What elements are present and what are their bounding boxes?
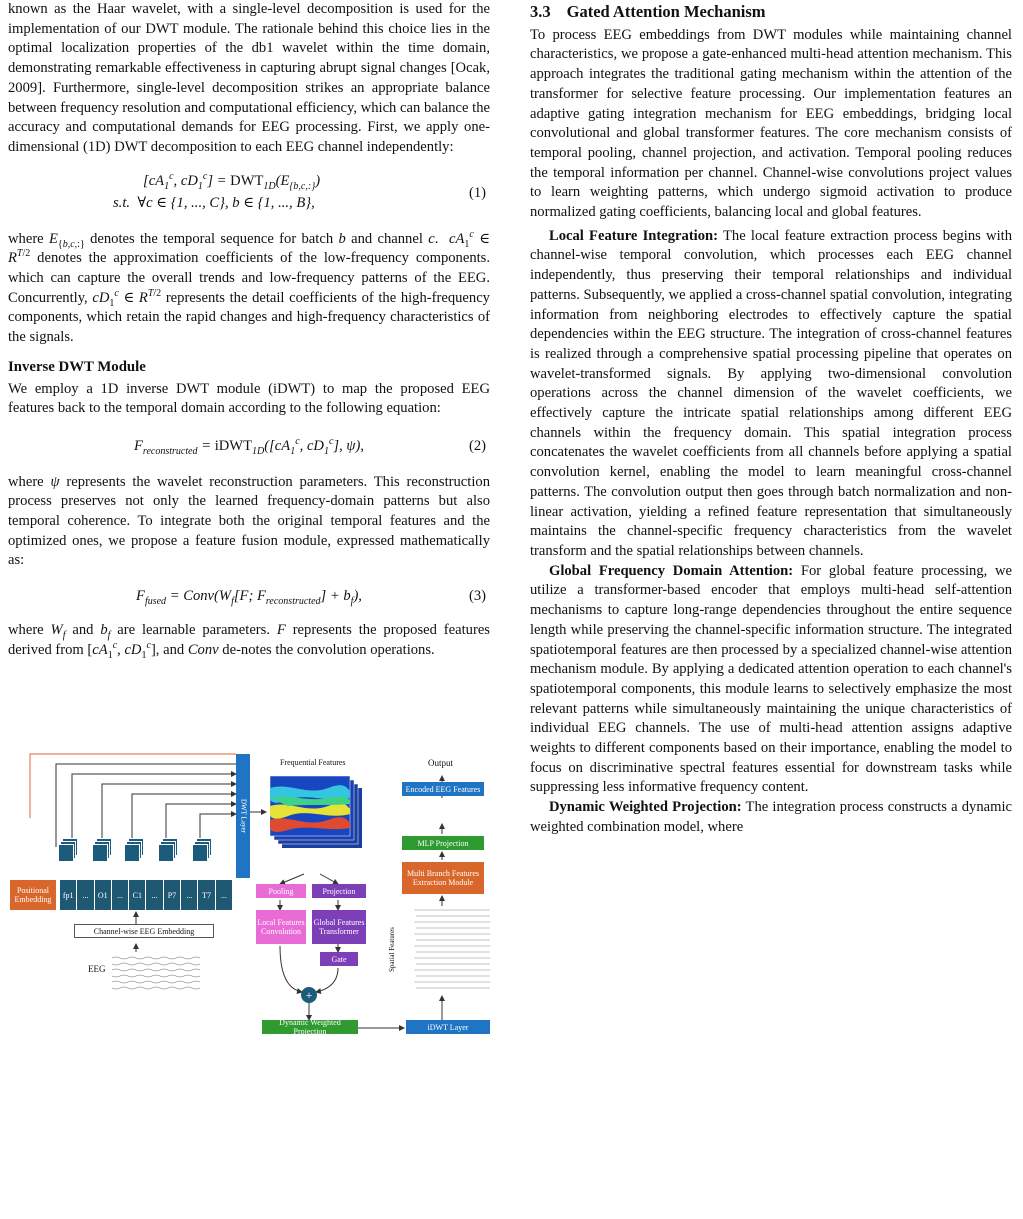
pooling-box: Pooling <box>256 884 306 898</box>
mlp-projection-box: MLP Projection <box>402 836 484 850</box>
token: ... <box>216 880 232 910</box>
token: ... <box>77 880 94 910</box>
idwt-layer-box: iDWT Layer <box>406 1020 490 1034</box>
output-label: Output <box>428 758 454 768</box>
dwt-layer-box: DWT Layer <box>236 754 250 878</box>
after-eq2-paragraph: where ψ represents the wavelet reconstruction parameters. This reconstruction process preserves not only the learned frequency-domain patterns but also temporal coherence. To integrate both the original temporal features and the optimized ones, we propose a feature fusion module, expressed mathematically as: <box>8 473 490 569</box>
token: ... <box>146 880 163 910</box>
frequential-features-label: Frequential Features <box>280 758 346 767</box>
token: ... <box>181 880 198 910</box>
token: O1 <box>95 880 112 910</box>
equation-3: $F_{fused}$ = $Conv(W_f[F$; $F_{reconstructed}] + b_f$), (3) <box>136 588 486 608</box>
gate-box: Gate <box>320 952 358 966</box>
frequential-features-heatmap <box>270 776 362 848</box>
eeg-signal-lines <box>112 957 200 989</box>
feature-stack <box>158 838 176 860</box>
token: ... <box>112 880 129 910</box>
feature-stack <box>124 838 142 860</box>
token: T7 <box>198 880 215 910</box>
projection-box: Projection <box>312 884 366 898</box>
equation-3-number: (3) <box>468 588 486 605</box>
equation-1: [$cA_1^c$, $cD_1^c] = DWT_{1D}(E_{\{b,c,:\}})$ s.t. ∀c ∈ {1, ..., C}, b ∈ {1, ..., B}, (1) <box>113 170 486 211</box>
multi-branch-module-box: Multi Branch Features Extraction Module <box>402 862 484 894</box>
dynamic-weighted-projection-box: Dynamic Weighted Projection <box>262 1020 358 1034</box>
token: P7 <box>164 880 181 910</box>
section-heading: 3.3 Gated Attention Mechanism <box>530 2 766 21</box>
equation-2: $F_{reconstructed}$ = $iDWT_{1D}([cA_1^c$, $cD_1^c$], ψ), (2) <box>134 436 486 457</box>
inverse-dwt-heading: Inverse DWT Module <box>8 358 146 375</box>
spatial-features-lines <box>414 910 490 988</box>
global-attention-paragraph: Global Frequency Domain Attention: For global feature processing, we utilize a transformer-based encoder that employs multi-head self-attention mechanisms to capture long-range dependencies throughout the entire sequence length while preserving the channel-specific information structure. The integrated spatiotemporal features are then processed by a specialized channel-wise attention mechanism module. By applying a dedicated attention operation to each channel's spatiotemporal components, this module learns to selectively emphasize the most relevant patterns while simultaneously maintaining the unique characteristics of individual EEG channels. The use of multi-head attention assigns adaptive weights to different components based on their importance, enabling the model to focus on discriminative spectral features essential for downstream tasks while suppressing less informative frequency content. <box>530 562 1012 796</box>
after-eq1-paragraph: where $E_{\{b,c,:\}}$ denotes the temporal sequence for batch b and channel c. $cA_1^c$ ∈ $R^{T/2}$ denotes the approximation coefficients of the low-frequency components. which can capture the overall trends and low-frequency patterns of the EEG. Concurrently, $cD_1^c$ ∈ $R^{T/2}$ represents the detail coefficients of the high-frequency components, which retain the rapid changes and high-frequency characteristics of the signals. <box>8 228 491 346</box>
global-features-transformer-box: Global Features Transformer <box>312 910 366 944</box>
local-features-convolution-box: Local Features Convolution <box>256 910 306 944</box>
equation-1-number: (1) <box>468 184 486 201</box>
left-column <box>8 0 490 660</box>
channel-embedding-box: Channel-wise EEG Embedding <box>74 924 214 938</box>
after-eq3-paragraph: where $W_f$ and $b_f$ are learnable parameters. F represents the proposed features derived from [$cA_1^c$, $cD_1^c$], and Conv de-notes the convolution operations. <box>8 621 490 661</box>
eeg-label: EEG <box>88 964 106 974</box>
positional-embedding-box: Positional Embedding <box>10 880 56 910</box>
encoded-eeg-features-box: Encoded EEG Features <box>402 782 484 796</box>
right-column <box>530 0 1012 838</box>
feature-stack <box>92 838 110 860</box>
equation-2-number: (2) <box>468 437 486 454</box>
intro-paragraph: known as the Haar wavelet, with a single-level decomposition is used for the implementation of our DWT module. The rationale behind this choice lies in the optimal localization properties of the db1 wavelet within the time domain, demonstrating remarkable effectiveness in capturing abrupt signal changes [Ocak, 2009]. Furthermore, single-level decomposition strikes an appropriate balance between frequency resolution and computational efficiency, which can balance the accuracy and computational demands for EEG processing. First, we apply one-dimensional (1D) DWT decomposition to each EEG channel independently: <box>8 1 490 155</box>
architecture-figure <box>8 752 490 1192</box>
token: C1 <box>129 880 146 910</box>
feature-stack <box>58 838 76 860</box>
dynamic-projection-paragraph: Dynamic Weighted Projection: The integration process constructs a dynamic weighted combination model, where <box>530 799 1012 835</box>
token-row <box>60 880 232 910</box>
spatial-features-label: Spatial Features <box>388 927 396 972</box>
section-intro-paragraph: To process EEG embeddings from DWT modules while maintaining channel characteristics, we propose a gate-enhanced multi-head attention mechanism. This approach integrates the traditional gating mechanism within the attention of the transformer for selective feature processing. Our implementation features an adaptive gating integration mechanism for EEG embeddings, bridging local convolutional and global transformer features. The core mechanism consists of temporal pooling, channel projection, and activation. Temporal pooling reduces the temporal information per channel. Channel-wise convolutions project values to learn weighting patterns, which undergo sigmoid activation to produce normalized gating coefficients, balancing local and global features. <box>530 26 1012 221</box>
svg-text:+: + <box>305 988 313 1002</box>
inverse-dwt-paragraph: We employ a 1D inverse DWT module (iDWT) to map the proposed EEG features back to the temporal domain according to the following equation: <box>8 380 490 417</box>
token: fp1 <box>60 880 77 910</box>
feature-stack <box>192 838 210 860</box>
local-feature-paragraph: Local Feature Integration: The local feature extraction process begins with channel-wise temporal convolution, which processes each EEG channel independently, thus preserving their temporal relationships and individual patterns. Subsequently, we applied a cross-channel spatial convolution, integrating information from neighboring electrodes to effectively capture the spatial dependencies within the EEG structure. The integration of cross-channel features is realized through a comprehensive spatial processing pipeline that operates on wavelet-transformed signals. By applying two-dimensional convolution operations across the channel dimension of the wavelet coefficients, we effectively capture the intricate spatial relationships among different EEG channels within the frequency domain. This spatial integration process concatenates the wavelet coefficients from all channels before applying a spatial convolution kernel, enabling the model to learn meaningful cross-channel patterns. The convolution output then goes through batch normalization and non-linear activation, yielding a refined feature representation that simultaneously maintains the channel-specific frequency characteristics from the wavelet transform and the spatial relationships between channels. <box>530 227 1013 559</box>
